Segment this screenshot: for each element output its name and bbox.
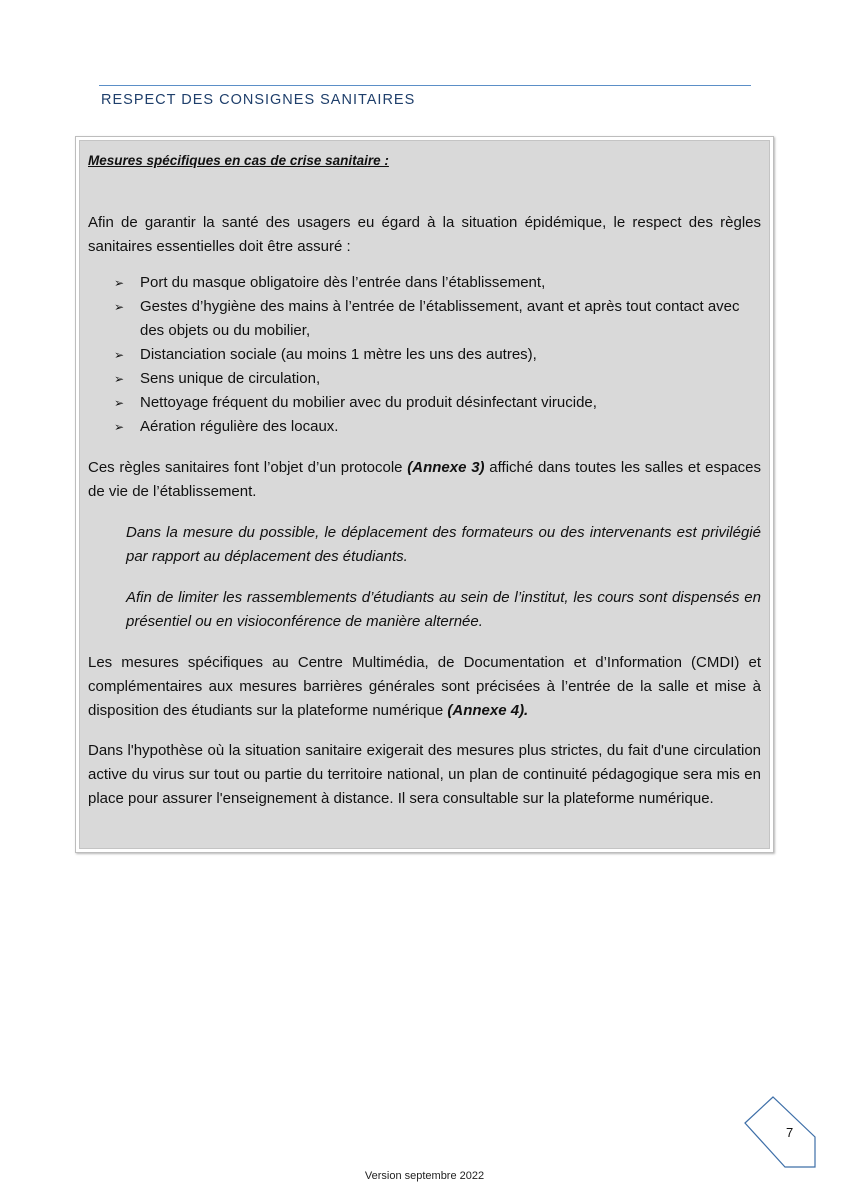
cmdi-text: Les mesures spécifiques au Centre Multimédia, de Documentation et d’Information (CMDI) et complémentaires aux mesures barrières générales sont précisées à l’entrée de la salle et mise à disposition des étudiants sur la plateforme numérique — [88, 654, 761, 719]
arrow-bullet-icon: ➢ — [113, 420, 125, 434]
bullet-text: Port du masque obligatoire dès l’entrée dans l’établissement, — [140, 274, 546, 291]
header-rule — [99, 85, 751, 86]
annex-3-reference: (Annexe 3) — [407, 459, 485, 476]
bullet-item — [88, 343, 761, 367]
annex-4-reference: (Annexe 4). — [447, 702, 529, 719]
intro-paragraph: Afin de garantir la santé des usagers eu égard à la situation épidémique, le respect des règles sanitaires essentielles doit être assuré : — [88, 214, 761, 255]
bullet-item — [88, 391, 761, 415]
arrow-bullet-icon: ➢ — [113, 372, 125, 386]
protocol-text-end: affiché dans toutes les salles et espaces de vie de l’établissement. — [88, 459, 762, 500]
arrow-bullet-icon: ➢ — [113, 396, 125, 410]
bullet-text: Gestes d’hygiène des mains à l’entrée de l’établissement, avant et après tout contact avec des objets ou du mobilier, — [140, 298, 740, 339]
bullet-text: Sens unique de circulation, — [140, 370, 321, 387]
cmdi-paragraph — [88, 651, 761, 723]
crisis-measures-box — [75, 136, 774, 853]
arrow-bullet-icon: ➢ — [113, 276, 125, 290]
bullet-item — [88, 271, 761, 295]
bullet-text: Nettoyage fréquent du mobilier avec du produit désinfectant virucide, — [140, 394, 597, 411]
section-title: RESPECT DES CONSIGNES SANITAIRES — [101, 92, 416, 108]
sanitary-rules-list — [88, 271, 761, 439]
protocol-paragraph — [88, 456, 761, 504]
italic-paragraph-gatherings: Afin de limiter les rassemblements d’étudiants au sein de l’institut, les cours sont dispensés en présentiel ou en visioconférence de manière alternée. — [126, 589, 761, 630]
hypothesis-paragraph: Dans l'hypothèse où la situation sanitaire exigerait des mesures plus strictes, du fait d'une circulation active du virus sur tout ou partie du territoire national, un plan de continuité pédagogique sera mis en place pour assurer l'enseignement à distance. Il sera consultable sur la plateforme numérique. — [88, 742, 761, 807]
page-number-badge-icon — [744, 1096, 818, 1170]
box-title: Mesures spécifiques en cas de crise sanitaire : — [88, 153, 389, 168]
italic-paragraph-trainers: Dans la mesure du possible, le déplacement des formateurs ou des intervenants est privilégié par rapport au déplacement des étudiants. — [126, 524, 761, 565]
page-number: 7 — [786, 1125, 794, 1140]
arrow-bullet-icon: ➢ — [113, 300, 125, 314]
bullet-text: Aération régulière des locaux. — [140, 418, 339, 435]
box-content — [88, 151, 761, 811]
protocol-text: Ces règles sanitaires font l’objet d’un protocole — [88, 459, 408, 476]
bullet-item — [88, 415, 761, 439]
footer-version: Version septembre 2022 — [364, 1170, 485, 1182]
bullet-item — [88, 295, 761, 343]
bullet-text: Distanciation sociale (au moins 1 mètre les uns des autres), — [140, 346, 537, 363]
arrow-bullet-icon: ➢ — [113, 348, 125, 362]
bullet-item — [88, 367, 761, 391]
